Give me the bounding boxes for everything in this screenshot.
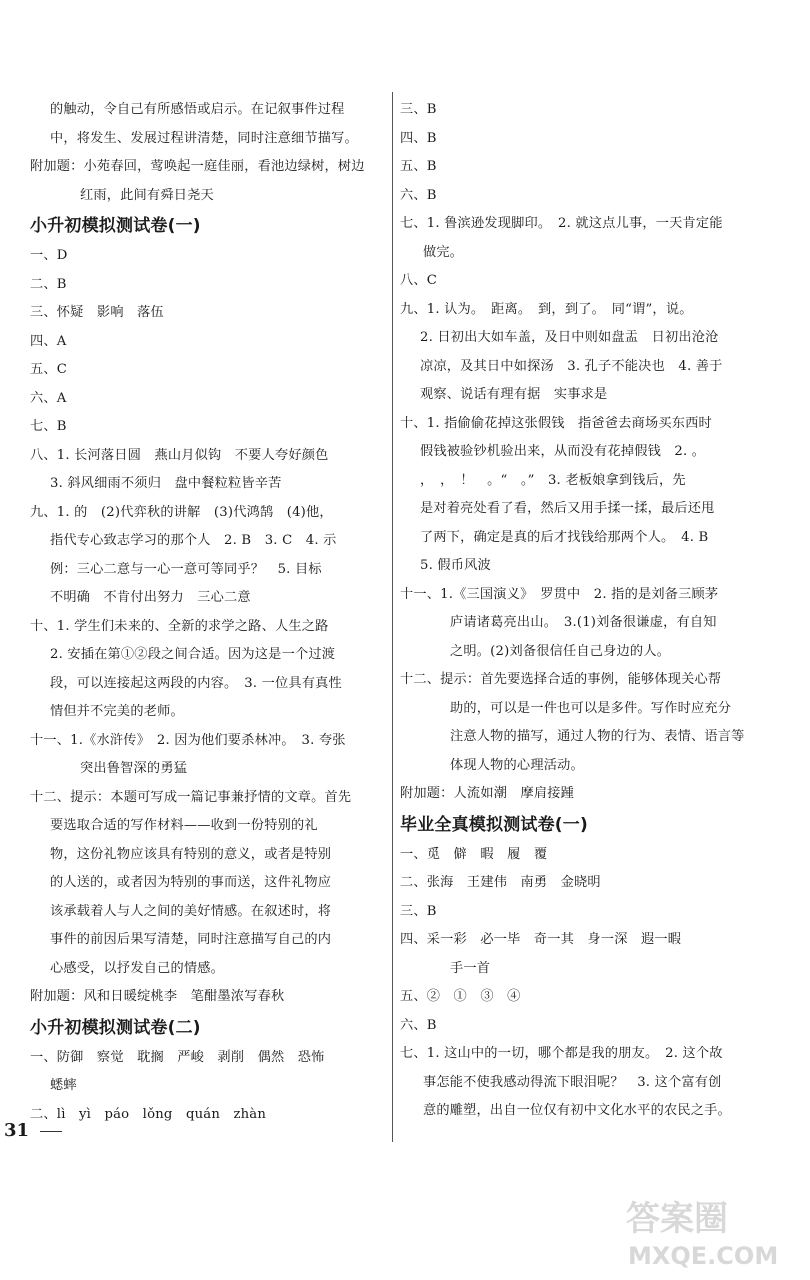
answer-line: 2. 安插在第①②段之间合适。因为这是一个过渡 — [50, 647, 336, 662]
watermark-line1: 答案圈 — [626, 1199, 728, 1239]
answer-line: 2. 日初出大如车盖，及日中则如盘盂 日初出沧沧 — [420, 330, 719, 345]
answer-line: 八、1. 长河落日圆 燕山月似钩 不要人夸好颜色 — [30, 447, 329, 463]
answer-line: 的人送的，或者因为特别的事而送，这件礼物应 — [50, 875, 332, 890]
watermark-line2: MXQE.COM — [628, 1242, 779, 1270]
right-column — [400, 96, 778, 1126]
answer-line: 是对着亮处看了看，然后又用手揉一揉，最后还甩 — [420, 501, 715, 516]
answer-line: 九、1. 认为。 距离。 到，到了。 同“谓”，说。 — [400, 301, 693, 317]
answer-line: 五、B — [400, 159, 437, 174]
answer-line: 之明。(2)刘备很信任自己身边的人。 — [450, 643, 671, 659]
answer-line: 十二、提示：本题可写成一篇记事兼抒情的文章。首先 — [30, 789, 352, 805]
answer-line: 三、B — [400, 102, 437, 117]
answer-line: 十一、1.《三国演义》 罗贯中 2. 指的是刘备三顾茅 — [400, 586, 719, 602]
watermark-logo — [622, 1190, 792, 1270]
answer-line: 六、B — [400, 187, 437, 203]
answer-line: 九、1. 的 (2)代弈秋的讲解 (3)代鸿鹄 (4)他， — [30, 504, 333, 520]
answer-line: 突出鲁智深的勇猛 — [80, 761, 188, 776]
answer-line: 心感受，以抒发自己的情感。 — [50, 960, 225, 976]
answer-line: 做完。 — [423, 244, 464, 260]
answer-line: 意的雕塑，出自一位仅有初中文化水平的农民之手。 — [423, 1103, 731, 1118]
answer-line: 5. 假币风波 — [420, 558, 491, 573]
answer-line: 凉凉，及其日中如探汤 3. 孔子不能决也 4. 善于 — [420, 358, 723, 374]
answer-line: 五、② ① ③ ④ — [400, 989, 521, 1004]
answer-line: 十、1. 学生们未来的、全新的求学之路、人生之路 — [30, 618, 329, 634]
answer-line: 附加题：风和日暖绽桃李 笔酣墨浓写春秋 — [30, 989, 285, 1004]
answer-line: 中，将发生、发展过程讲清楚，同时注意细节描写。 — [50, 130, 358, 146]
answer-line: 注意人物的描写，通过人物的行为、表情、语言等 — [450, 729, 745, 744]
column-divider — [392, 92, 393, 1142]
answer-line: ， ， ！ 。“ 。” 3. 老板娘拿到钱后，先 — [420, 472, 686, 488]
answer-line: 假钱被验钞机验出来，从而没有花掉假钱 2. 。 — [420, 444, 706, 459]
answer-line: 二、张海 王建伟 南勇 金晓明 — [400, 875, 601, 890]
answer-line: 观察、说话有理有据 实事求是 — [420, 387, 608, 402]
answer-line: 一、觅 僻 暇 履 覆 — [400, 846, 548, 862]
answer-line: 二、B — [30, 276, 67, 292]
answer-line: 八、C — [400, 273, 438, 288]
answer-line: 七、1. 鲁滨逊发现脚印。 2. 就这点儿事，一天肯定能 — [400, 216, 723, 231]
answer-line: 物，这份礼物应该具有特别的意义，或者是特别 — [50, 846, 332, 862]
answer-line: 附加题：小苑春回，莺唤起一庭佳丽，看池边绿树，树边 — [30, 159, 365, 174]
page-number-rule — [40, 1131, 62, 1132]
answer-line: 情但并不完美的老师。 — [50, 704, 184, 719]
answer-line: 不明确 不肯付出努力 三心二意 — [50, 590, 251, 605]
section-heading: 小升初模拟测试卷(二) — [30, 1017, 201, 1038]
answer-line: 四、B — [400, 130, 437, 146]
answer-line: 该承载着人与人之间的美好情感。在叙述时，将 — [50, 903, 332, 919]
section-heading: 毕业全真模拟测试卷(一) — [400, 814, 588, 835]
answer-line: 手一首 — [450, 960, 491, 976]
answer-line: 指代专心致志学习的那个人 2. B 3. C 4. 示 — [50, 533, 337, 548]
answer-line: 三、B — [400, 903, 437, 919]
answer-line: 了两下，确定是真的后才找钱给那两个人。 4. B — [420, 529, 709, 545]
answer-line: 五、C — [30, 362, 68, 377]
answer-line: 事怎能不使我感动得流下眼泪呢？ 3. 这个富有创 — [423, 1074, 722, 1090]
answer-line: 六、B — [400, 1017, 437, 1033]
answer-line: 七、1. 这山中的一切，哪个都是我的朋友。 2. 这个故 — [400, 1046, 723, 1061]
answer-line: 附加题：人流如潮 摩肩接踵 — [400, 786, 575, 801]
answer-line: 一、防御 察觉 耽搁 严峻 剥削 偶然 恐怖 — [30, 1049, 325, 1065]
answer-line: 一、D — [30, 248, 68, 263]
answer-line: 3. 斜风细雨不须归 盘中餐粒粒皆辛苦 — [50, 476, 282, 491]
page-number: 31 — [4, 1120, 30, 1141]
answer-line: 七、B — [30, 419, 67, 434]
answer-line: 十二、提示：首先要选择合适的事例，能够体现关心帮 — [400, 672, 722, 687]
left-column — [30, 96, 385, 1129]
answer-line: 的触动，令自己有所感悟或启示。在记叙事件过程 — [50, 102, 345, 117]
answer-line: 要选取合适的写作材料——收到一份特别的礼 — [50, 818, 318, 833]
answer-line: 段，可以连接起这两段的内容。 3. 一位具有真性 — [50, 675, 342, 691]
answer-line: 十、1. 指偷偷花掉这张假钱 指爸爸去商场买东西时 — [400, 415, 712, 431]
section-heading: 小升初模拟测试卷(一) — [30, 216, 201, 236]
answer-line: 助的，可以是一件也可以是多件。写作时应充分 — [450, 700, 732, 716]
answer-line: 体现人物的心理活动。 — [450, 757, 584, 773]
answer-line: 六、A — [30, 390, 67, 406]
answer-line: 事件的前因后果写清楚，同时注意描写自己的内 — [50, 932, 332, 947]
answer-line: 庐请诸葛亮出山。 3.(1)刘备很谦虚，有自知 — [450, 615, 717, 630]
answer-line: 十一、1.《水浒传》 2. 因为他们要杀林冲。 3. 夸张 — [30, 732, 346, 748]
answer-line: 四、采一彩 必一毕 奇一其 身一深 遐一暇 — [400, 932, 682, 947]
answer-line: 红雨，此间有舜日尧天 — [80, 187, 214, 203]
answer-line: 二、lì yì páo lǒng quán zhàn — [30, 1106, 267, 1122]
answer-line: 四、A — [30, 333, 67, 349]
answer-line: 例：三心二意与一心一意可等同乎？ 5. 目标 — [50, 561, 322, 577]
answer-line: 三、怀疑 影响 落伍 — [30, 305, 164, 320]
answer-line: 蟋蟀 — [50, 1078, 77, 1093]
